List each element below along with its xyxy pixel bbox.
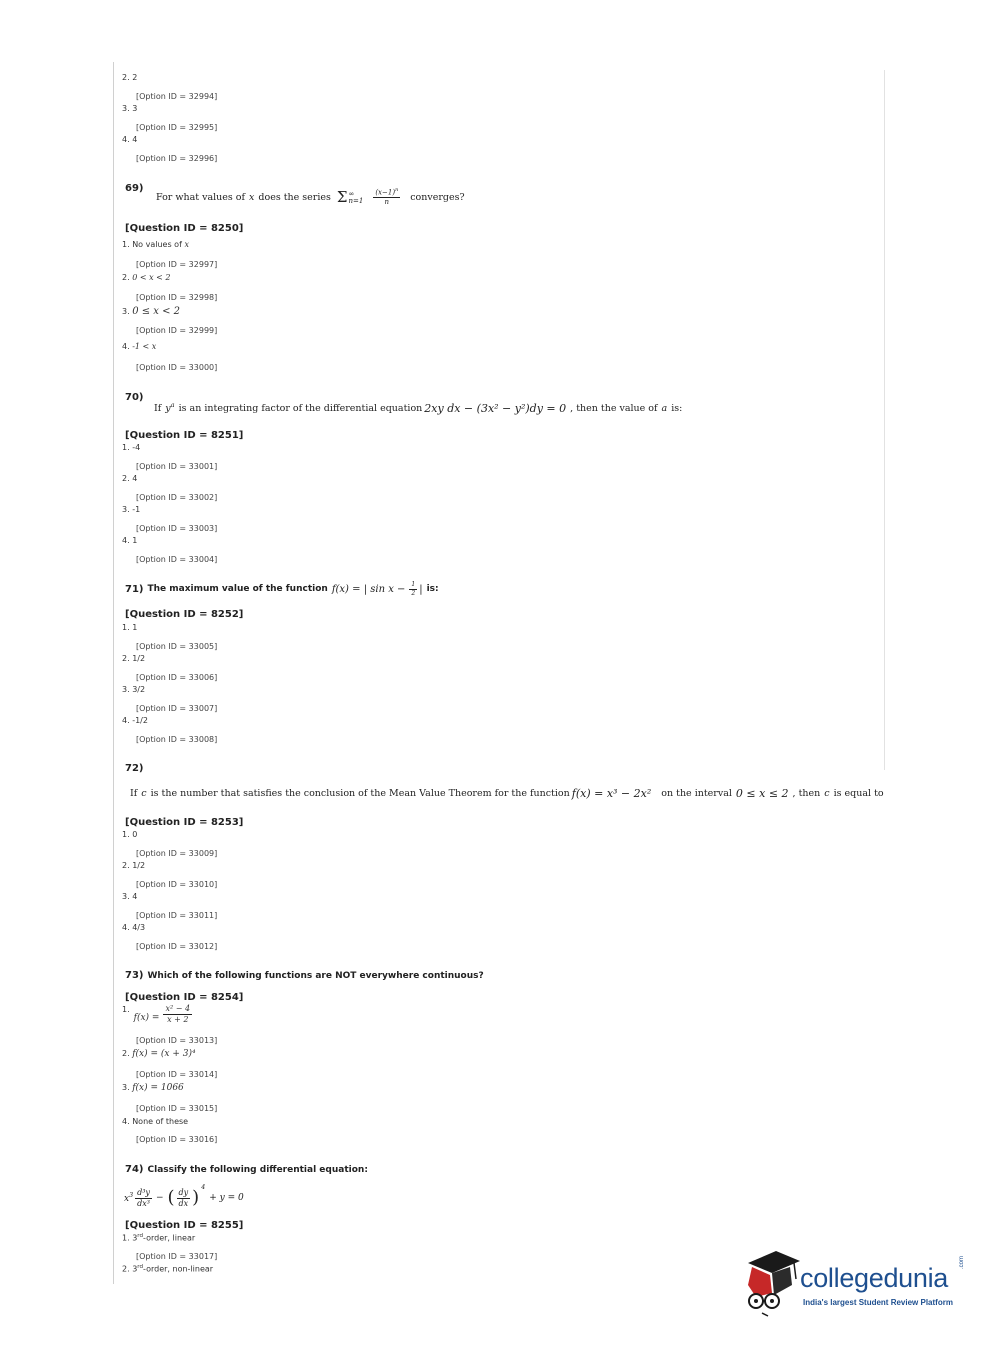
option-number: 4. 4/3: [122, 923, 146, 932]
question-text: If $y^a$ is an integrating factor of the differential equation 2xy dx − (3x² − y²)dy = 0 , then the value of a is:: [154, 401, 683, 415]
option-id: [Option ID = 32996]: [136, 154, 218, 163]
summation: Σ ∞ n=1: [336, 187, 364, 206]
option-number: 1. 1: [122, 623, 138, 632]
question-id: [Question ID = 8253]: [125, 817, 244, 828]
option-number: 1. No values of x: [122, 240, 189, 249]
option-number: 4. -1 < x: [122, 342, 157, 351]
question-id: [Question ID = 8250]: [125, 223, 244, 234]
option-id: [Option ID = 32997]: [136, 260, 218, 269]
option-id: [Option ID = 33015]: [136, 1104, 218, 1113]
page-left-border: [113, 62, 114, 1284]
option-number: 3. 3: [122, 104, 138, 113]
option-id: [Option ID = 33017]: [136, 1252, 218, 1261]
option-number: 3. 3/2: [122, 685, 146, 694]
mascot-icon: [742, 1249, 802, 1319]
option-id: [Option ID = 33003]: [136, 524, 218, 533]
option-id: [Option ID = 33011]: [136, 911, 218, 920]
logo-com: .com: [959, 1255, 965, 1269]
question-number: 69): [125, 183, 144, 194]
option-id: [Option ID = 33004]: [136, 555, 218, 564]
question-text: For what values of x does the series Σ ∞ n=1 $\frac{(x-1)^n}{n}$ converges?: [156, 186, 465, 207]
question-number: 72): [125, 763, 144, 774]
option-number: 2. f(x) = (x + 3)⁴: [122, 1049, 196, 1059]
option-id: [Option ID = 32999]: [136, 326, 218, 335]
option-id: [Option ID = 33006]: [136, 673, 218, 682]
option-number: 3. 4: [122, 892, 138, 901]
option-number: 4. -1/2: [122, 716, 148, 725]
option-id: [Option ID = 33001]: [136, 462, 218, 471]
collegedunia-logo: [742, 1249, 972, 1319]
option-id: [Option ID = 33008]: [136, 735, 218, 744]
question-id: [Question ID = 8255]: [125, 1220, 244, 1231]
option-id: [Option ID = 33009]: [136, 849, 218, 858]
option-number: 3. -1: [122, 505, 141, 514]
rational-function: $\frac{\text{x² − 4}}{x + 2}$: [165, 1004, 191, 1024]
option-id: [Option ID = 32995]: [136, 123, 218, 132]
option-id: [Option ID = 32998]: [136, 293, 218, 302]
option-number: 2. 0 < x < 2: [122, 273, 171, 282]
question-line: 73) Which of the following functions are NOT everywhere continuous?: [125, 970, 484, 981]
series-term: $\frac{(x-1)^n}{n}$: [375, 186, 399, 207]
option-number: 3. 0 ≤ x < 2: [122, 306, 181, 317]
option-number: 3. f(x) = 1066: [122, 1083, 184, 1093]
page-right-border: [884, 70, 885, 770]
half-fraction: $\frac{1}{2}$: [411, 580, 416, 597]
logo-wordmark: collegedunia: [800, 1263, 949, 1293]
option-number: 2. 3rd-order, non-linear: [122, 1264, 214, 1274]
option-number: 2. 2: [122, 73, 138, 82]
option-number: 1. 0: [122, 830, 138, 839]
question-id: [Question ID = 8254]: [125, 992, 244, 1003]
option-id: [Option ID = 33010]: [136, 880, 218, 889]
option-number: 2. 4: [122, 474, 138, 483]
option-id: [Option ID = 32994]: [136, 92, 218, 101]
question-id: [Question ID = 8252]: [125, 609, 244, 620]
option-number: 4. 1: [122, 536, 138, 545]
option-id: [Option ID = 33000]: [136, 363, 218, 372]
option-id: [Option ID = 33012]: [136, 942, 218, 951]
question-text: If c is the number that satisfies the conclusion of the Mean Value Theorem for the function f(x) = x³ − 2x² on the interval 0 ≤ x ≤ 2 , then c is equal to: [130, 786, 884, 800]
option-number: 2. 1/2: [122, 861, 146, 870]
question-id: [Question ID = 8251]: [125, 430, 244, 441]
option-id: [Option ID = 33013]: [136, 1036, 218, 1045]
option-id: [Option ID = 33005]: [136, 642, 218, 651]
option-1: 1. f(x) = $\frac{\text{x² − 4}}{x + 2}$: [122, 1004, 191, 1024]
question-number: 70): [125, 392, 144, 403]
question-line: 71) The maximum value of the function f(x) = | sin x − $\frac{1}{2}$ | is:: [125, 580, 439, 597]
differential-equation: $x^3$ $\frac{\text{d³y}}{\text{dx³}}$ − ( $\frac{dy}{dx}$ ) $^4$ + y = 0: [124, 1184, 244, 1208]
logo-tagline: India's largest Student Review Platform: [803, 1298, 953, 1307]
option-id: [Option ID = 33007]: [136, 704, 218, 713]
option-id: [Option ID = 33002]: [136, 493, 218, 502]
option-id: [Option ID = 33016]: [136, 1135, 218, 1144]
option-id: [Option ID = 33014]: [136, 1070, 218, 1079]
option-number: 4. None of these: [122, 1117, 189, 1126]
question-line: 74) Classify the following differential equation:: [125, 1164, 368, 1175]
option-number: 2. 1/2: [122, 654, 146, 663]
option-number: 1. 3rd-order, linear: [122, 1233, 196, 1243]
option-number: 4. 4: [122, 135, 138, 144]
option-number: 1. -4: [122, 443, 141, 452]
